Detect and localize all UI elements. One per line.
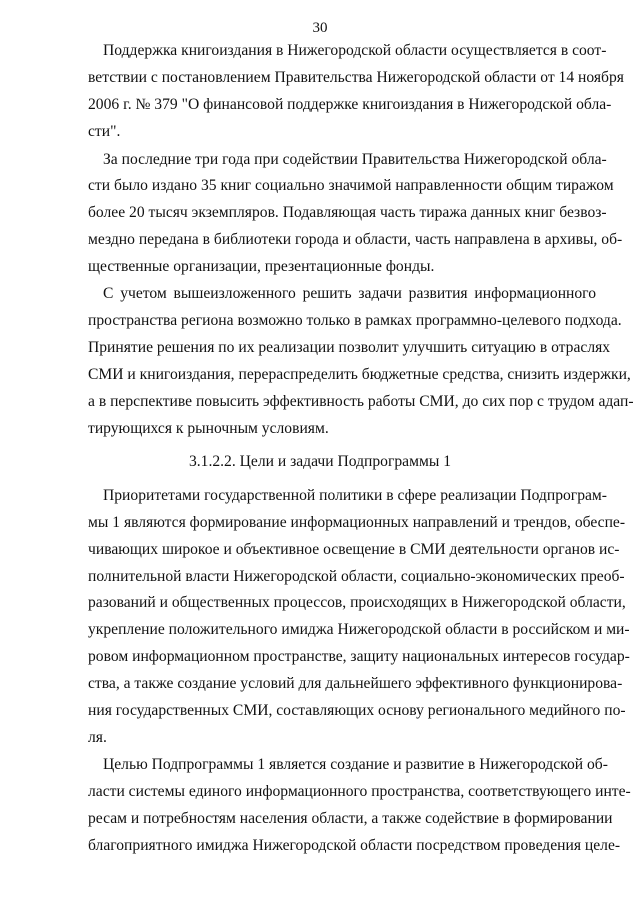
paragraph-line: Поддержка книгоиздания в Нижегородской области осуществляется в соот- xyxy=(103,42,607,59)
paragraph-line: ства, а также создание условий для дальнейшего эффективного функционирова- xyxy=(88,675,623,692)
paragraph-line: ветствии с постановлением Правительства Нижегородской области от 14 ноября xyxy=(88,69,624,86)
paragraph-line: а в перспективе повысить эффективность работы СМИ, до сих пор с трудом адап- xyxy=(88,393,634,410)
paragraph-line: сти было издано 35 книг социально значимой направленности общим тиражом xyxy=(88,177,614,194)
paragraph-line: разований и общественных процессов, происходящих в Нижегородской области, xyxy=(88,594,626,611)
paragraph-line: ровом информационном пространстве, защиту национальных интересов государ- xyxy=(88,648,630,665)
paragraph-line: укрепление положительного имиджа Нижегородской области в российском и ми- xyxy=(88,621,630,638)
paragraph-line: 2006 г. № 379 "О финансовой поддержке книгоиздания в Нижегородской обла- xyxy=(88,96,612,113)
paragraph-line: ресам и потребностям населения области, а также содействие в формировании xyxy=(88,810,613,827)
page-number: 30 xyxy=(312,20,328,36)
paragraph-line: чивающих широкое и объективное освещение в СМИ деятельности органов ис- xyxy=(88,541,620,558)
paragraph-line: более 20 тысяч экземпляров. Подавляющая часть тиража данных книг безвоз- xyxy=(88,204,607,221)
paragraph-line: мы 1 являются формирование информационных направлений и трендов, обеспе- xyxy=(88,514,626,531)
paragraph-line: Принятие решения по их реализации позволит улучшить ситуацию в отраслях xyxy=(88,339,611,356)
paragraph-line: тирующихся к рыночным условиям. xyxy=(88,420,329,437)
paragraph-line: пространства региона возможно только в рамках программно-целевого подхода. xyxy=(88,312,622,329)
paragraph-line: благоприятного имиджа Нижегородской области посредством проведения целе- xyxy=(88,837,621,854)
paragraph-line: С учетом вышеизложенного решить задачи развития информационного xyxy=(103,285,596,302)
paragraph-line: Целью Подпрограммы 1 является создание и развитие в Нижегородской об- xyxy=(103,756,608,773)
paragraph-line: щественные организации, презентационные фонды. xyxy=(88,258,435,275)
paragraph-line: полнительной власти Нижегородской области, социально-экономических преоб- xyxy=(88,568,625,585)
paragraph-line: мездно передана в библиотеки города и области, часть направлена в архивы, об- xyxy=(88,231,623,248)
section-heading: 3.1.2.2. Цели и задачи Подпрограммы 1 xyxy=(188,453,452,470)
paragraph-line: СМИ и книгоиздания, перераспределить бюджетные средства, снизить издержки, xyxy=(88,366,631,383)
paragraph-line: сти". xyxy=(88,123,121,140)
paragraph-line: Приоритетами государственной политики в сфере реализации Подпрограм- xyxy=(103,487,607,504)
paragraph-line: ния государственных СМИ, составляющих основу регионального медийного по- xyxy=(88,702,626,719)
paragraph-line: ля. xyxy=(88,729,107,746)
paragraph-line: ласти системы единого информационного пространства, соответствующего инте- xyxy=(88,783,631,800)
paragraph-line: За последние три года при содействии Правительства Нижегородской обла- xyxy=(103,151,607,168)
